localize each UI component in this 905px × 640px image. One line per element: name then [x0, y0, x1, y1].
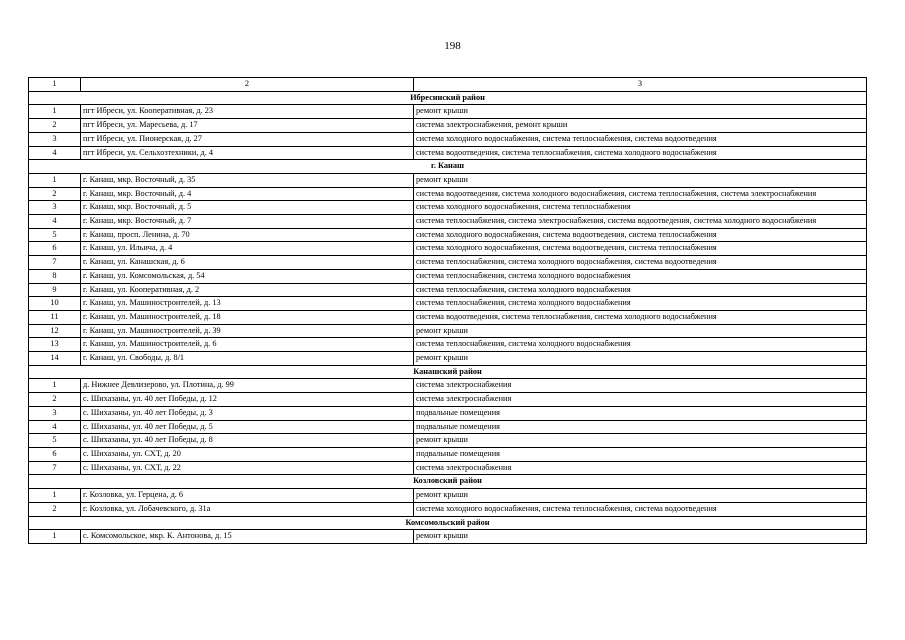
row-number-cell: 1	[29, 105, 81, 119]
works-cell: система холодного водоснабжения, система теплоснабжения, система водоотведения	[414, 502, 867, 516]
works-cell: система электроснабжения	[414, 461, 867, 475]
table-row	[29, 228, 867, 242]
table-row	[29, 187, 867, 201]
works-cell: система холодного водоснабжения, система водоотведения, система теплоснабжения	[414, 242, 867, 256]
header-col-2: 2	[81, 78, 414, 92]
works-cell: ремонт крыши	[414, 324, 867, 338]
works-cell: система теплоснабжения, система холодного водоснабжения	[414, 283, 867, 297]
works-cell: система электроснабжения	[414, 379, 867, 393]
address-cell: г. Канаш, ул. Машиностроителей, д. 18	[81, 310, 414, 324]
address-cell: г. Канаш, ул. Машиностроителей, д. 6	[81, 338, 414, 352]
row-number-cell: 3	[29, 201, 81, 215]
table-row	[29, 420, 867, 434]
address-cell: г. Канаш, ул. Машиностроителей, д. 39	[81, 324, 414, 338]
row-number-cell: 2	[29, 187, 81, 201]
row-number-cell: 3	[29, 132, 81, 146]
table-row	[29, 201, 867, 215]
table-row	[29, 269, 867, 283]
address-cell: с. Шихазаны, ул. 40 лет Победы, д. 8	[81, 434, 414, 448]
row-number-cell: 8	[29, 269, 81, 283]
row-number-cell: 6	[29, 242, 81, 256]
works-cell: система электроснабжения, ремонт крыши	[414, 119, 867, 133]
address-cell: с. Шихазаны, ул. СХТ, д. 20	[81, 447, 414, 461]
row-number-cell: 5	[29, 434, 81, 448]
works-cell: система водоотведения, система теплоснабжения, система холодного водоснабжения	[414, 310, 867, 324]
works-cell: система электроснабжения	[414, 393, 867, 407]
row-number-cell: 1	[29, 489, 81, 503]
address-cell: г. Канаш, ул. Комсомольская, д. 54	[81, 269, 414, 283]
section-header-row	[29, 475, 867, 489]
table-row	[29, 215, 867, 229]
address-cell: с. Шихазаны, ул. СХТ, д. 22	[81, 461, 414, 475]
address-cell: с. Шихазаны, ул. 40 лет Победы, д. 5	[81, 420, 414, 434]
works-cell: подвальные помещения	[414, 406, 867, 420]
table-row	[29, 146, 867, 160]
table-row	[29, 173, 867, 187]
table-row	[29, 132, 867, 146]
works-table	[28, 77, 867, 544]
works-cell: ремонт крыши	[414, 489, 867, 503]
row-number-cell: 1	[29, 379, 81, 393]
row-number-cell: 11	[29, 310, 81, 324]
address-cell: пгт Ибреси, ул. Сельхозтехники, д. 4	[81, 146, 414, 160]
works-cell: ремонт крыши	[414, 352, 867, 366]
table-row	[29, 283, 867, 297]
row-number-cell: 1	[29, 530, 81, 544]
works-cell: система холодного водоснабжения, система теплоснабжения	[414, 201, 867, 215]
works-cell: система теплоснабжения, система холодного водоснабжения	[414, 297, 867, 311]
table-row	[29, 256, 867, 270]
address-cell: г. Козловка, ул. Лобачевского, д. 31а	[81, 502, 414, 516]
table-row	[29, 406, 867, 420]
works-cell: подвальные помещения	[414, 447, 867, 461]
row-number-cell: 6	[29, 447, 81, 461]
works-cell: подвальные помещения	[414, 420, 867, 434]
works-cell: система водоотведения, система теплоснабжения, система холодного водоснабжения	[414, 146, 867, 160]
header-row	[29, 78, 867, 92]
table-row	[29, 489, 867, 503]
address-cell: г. Канаш, ул. Машиностроителей, д. 13	[81, 297, 414, 311]
address-cell: г. Канаш, ул. Кооперативная, д. 2	[81, 283, 414, 297]
table-row	[29, 310, 867, 324]
table-row	[29, 338, 867, 352]
address-cell: с. Комсомольское, мкр. К. Антонова, д. 15	[81, 530, 414, 544]
row-number-cell: 12	[29, 324, 81, 338]
row-number-cell: 2	[29, 393, 81, 407]
table-row	[29, 297, 867, 311]
address-cell: г. Канаш, мкр. Восточный, д. 5	[81, 201, 414, 215]
row-number-cell: 3	[29, 406, 81, 420]
works-cell: ремонт крыши	[414, 173, 867, 187]
address-cell: с. Шихазаны, ул. 40 лет Победы, д. 3	[81, 406, 414, 420]
row-number-cell: 7	[29, 256, 81, 270]
section-title: Канашский район	[29, 365, 867, 379]
works-cell: система холодного водоснабжения, система водоотведения, система теплоснабжения	[414, 228, 867, 242]
works-cell: система теплоснабжения, система электроснабжения, система водоотведения, система холодного водоснабжения	[414, 215, 867, 229]
row-number-cell: 5	[29, 228, 81, 242]
row-number-cell: 4	[29, 146, 81, 160]
works-cell: ремонт крыши	[414, 434, 867, 448]
table-row	[29, 447, 867, 461]
row-number-cell: 4	[29, 420, 81, 434]
section-header-row	[29, 160, 867, 174]
table-row	[29, 393, 867, 407]
address-cell: г. Канаш, ул. Ильича, д. 4	[81, 242, 414, 256]
row-number-cell: 14	[29, 352, 81, 366]
works-cell: система теплоснабжения, система холодного водоснабжения	[414, 269, 867, 283]
table-row	[29, 119, 867, 133]
address-cell: с. Шихазаны, ул. 40 лет Победы, д. 12	[81, 393, 414, 407]
works-cell: ремонт крыши	[414, 530, 867, 544]
works-cell: ремонт крыши	[414, 105, 867, 119]
table-row	[29, 242, 867, 256]
header-col-3: 3	[414, 78, 867, 92]
table-row	[29, 379, 867, 393]
works-cell: система водоотведения, система холодного водоснабжения, система теплоснабжения, система электроснабжения	[414, 187, 867, 201]
address-cell: д. Нижнее Девлизерово, ул. Плотина, д. 99	[81, 379, 414, 393]
address-cell: г. Канаш, мкр. Восточный, д. 4	[81, 187, 414, 201]
table-row	[29, 352, 867, 366]
row-number-cell: 2	[29, 119, 81, 133]
page-number: 198	[444, 40, 461, 52]
row-number-cell: 9	[29, 283, 81, 297]
row-number-cell: 4	[29, 215, 81, 229]
address-cell: г. Канаш, ул. Свободы, д. 8/1	[81, 352, 414, 366]
works-cell: система теплоснабжения, система холодного водоснабжения, система водоотведения	[414, 256, 867, 270]
address-cell: пгт Ибреси, ул. Пионерская, д. 27	[81, 132, 414, 146]
row-number-cell: 10	[29, 297, 81, 311]
address-cell: г. Канаш, ул. Канашская, д. 6	[81, 256, 414, 270]
table-row	[29, 461, 867, 475]
section-title: Ибресинский район	[29, 91, 867, 105]
address-cell: г. Козловка, ул. Герцена, д. 6	[81, 489, 414, 503]
section-title: Козловский район	[29, 475, 867, 489]
row-number-cell: 13	[29, 338, 81, 352]
row-number-cell: 1	[29, 173, 81, 187]
section-header-row	[29, 516, 867, 530]
table-row	[29, 324, 867, 338]
works-cell: система теплоснабжения, система холодного водоснабжения	[414, 338, 867, 352]
works-cell: система холодного водоснабжения, система теплоснабжения, система водоотведения	[414, 132, 867, 146]
table-row	[29, 530, 867, 544]
address-cell: г. Канаш, мкр. Восточный, д. 7	[81, 215, 414, 229]
section-title: Комсомольский район	[29, 516, 867, 530]
table-row	[29, 434, 867, 448]
address-cell: пгт Ибреси, ул. Кооперативная, д. 23	[81, 105, 414, 119]
section-header-row	[29, 91, 867, 105]
section-header-row	[29, 365, 867, 379]
header-col-1: 1	[29, 78, 81, 92]
address-cell: г. Канаш, просп. Ленина, д. 70	[81, 228, 414, 242]
row-number-cell: 2	[29, 502, 81, 516]
table-row	[29, 502, 867, 516]
table-row	[29, 105, 867, 119]
address-cell: г. Канаш, мкр. Восточный, д. 35	[81, 173, 414, 187]
address-cell: пгт Ибреси, ул. Маресьева, д. 17	[81, 119, 414, 133]
table-body	[29, 78, 867, 544]
row-number-cell: 7	[29, 461, 81, 475]
section-title: г. Канаш	[29, 160, 867, 174]
